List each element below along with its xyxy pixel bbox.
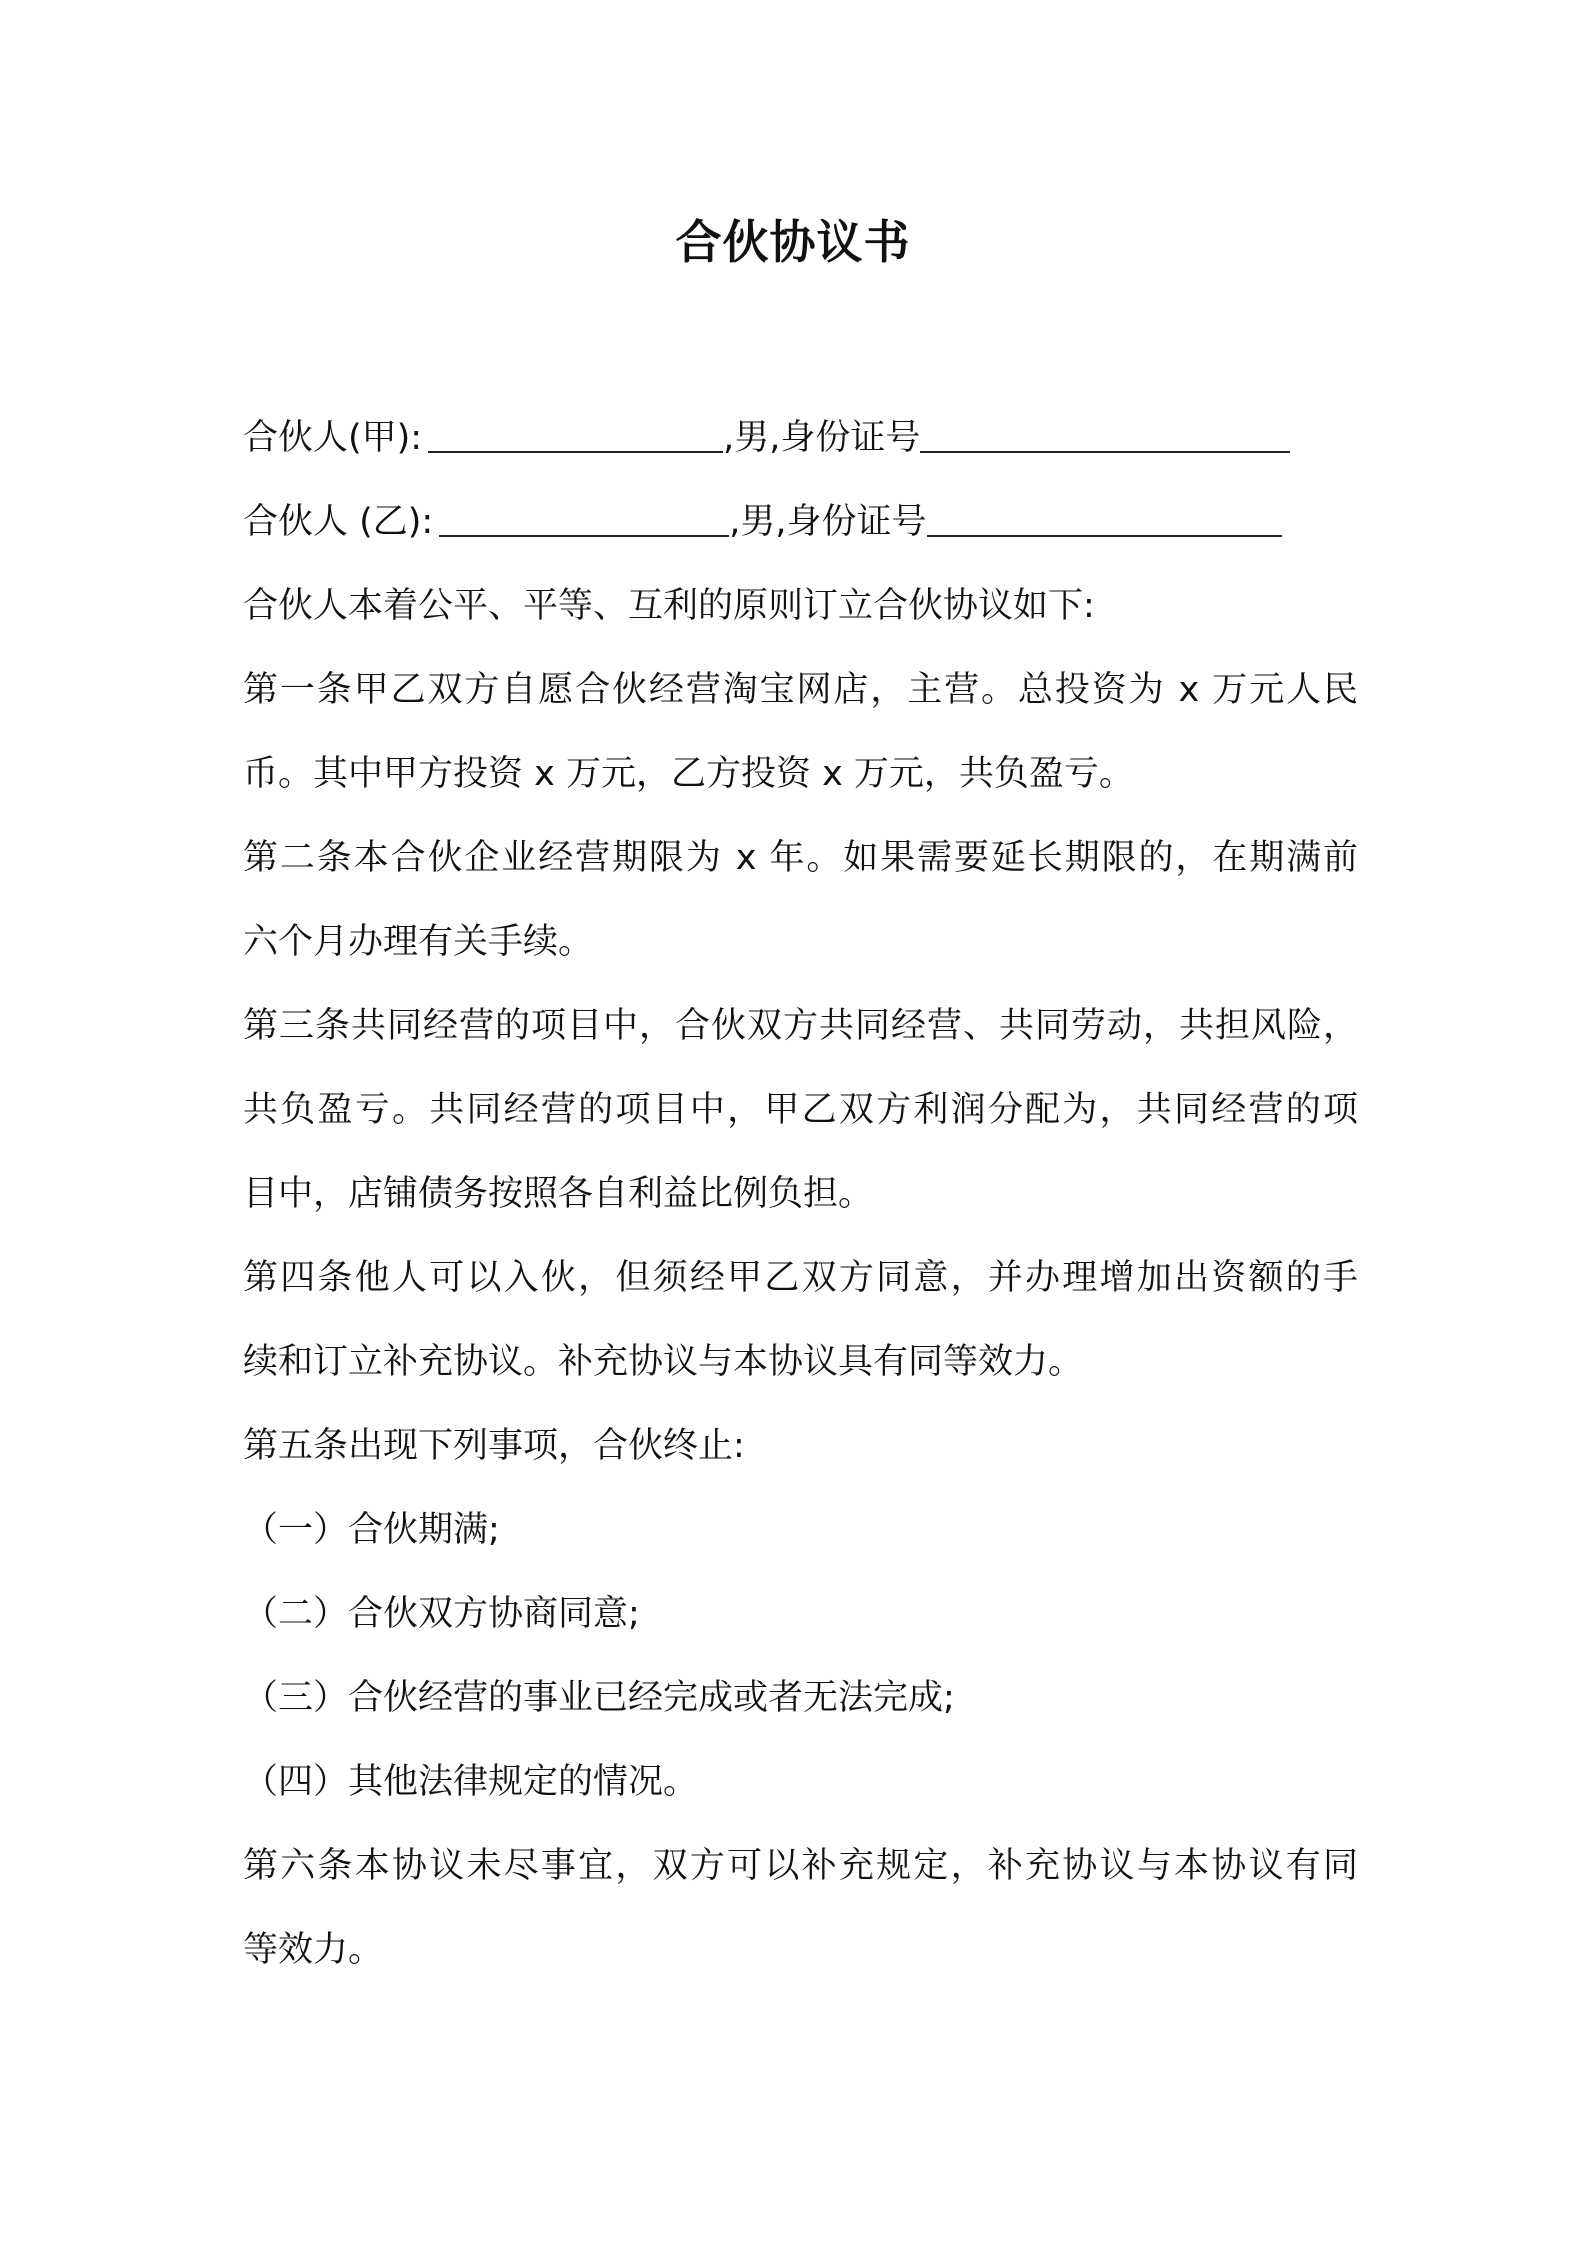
article-2-line-2: 六个月办理有关手续。 [243,922,594,962]
party-a-name-blank [428,450,723,453]
article-3-line-1: 第三条共同经营的项目中，合伙双方共同经营、共同劳动，共担风险， [243,1006,1358,1046]
article-5-item: （一）合伙期满; [243,1510,500,1550]
document-body [243,396,1358,1996]
party-a-id-blank [920,450,1290,453]
article-2-line-1: 第二条本合伙企业经营期限为 x 年。如果需要延长期限的，在期满前 [243,838,1358,878]
preamble: 合伙人本着公平、平等、互利的原则订立合伙协议如下: [243,586,1095,626]
article-5-heading: 第五条出现下列事项，合伙终止: [243,1426,745,1466]
article-6-line-2: 等效力。 [243,1930,384,1970]
article-5-item: （三）合伙经营的事业已经完成或者无法完成; [243,1678,955,1718]
article-3-line-2: 共负盈亏。共同经营的项目中，甲乙双方利润分配为，共同经营的项 [243,1090,1358,1130]
party-a-row [243,396,1290,480]
article-1-line-1: 第一条甲乙双方自愿合伙经营淘宝网店，主营。总投资为 x 万元人民 [243,670,1358,710]
article-4-line-1: 第四条他人可以入伙，但须经甲乙双方同意，并办理增加出资额的手 [243,1258,1358,1298]
party-b-row [243,480,1282,564]
party-a-label: 合伙人(甲): [243,418,423,458]
document-title: 合伙协议书 [675,215,911,269]
article-3-line-3: 目中，店铺债务按照各自利益比例负担。 [243,1174,874,1214]
article-5-item: （四）其他法律规定的情况。 [243,1762,699,1802]
article-1-line-2: 币。其中甲方投资 x 万元，乙方投资 x 万元，共负盈亏。 [243,754,1134,794]
article-6-line-1: 第六条本协议未尽事宜，双方可以补充规定，补充协议与本协议有同 [243,1846,1358,1886]
party-a-gender-id-label: ,男,身份证号 [723,418,921,458]
party-b-id-blank [927,534,1282,537]
article-5-item: （二）合伙双方协商同意; [243,1594,640,1634]
party-b-gender-id-label: ,男,身份证号 [729,502,927,542]
party-b-label: 合伙人 (乙): [243,502,434,542]
party-b-name-blank [439,534,729,537]
article-4-line-2: 续和订立补充协议。补充协议与本协议具有同等效力。 [243,1342,1084,1382]
